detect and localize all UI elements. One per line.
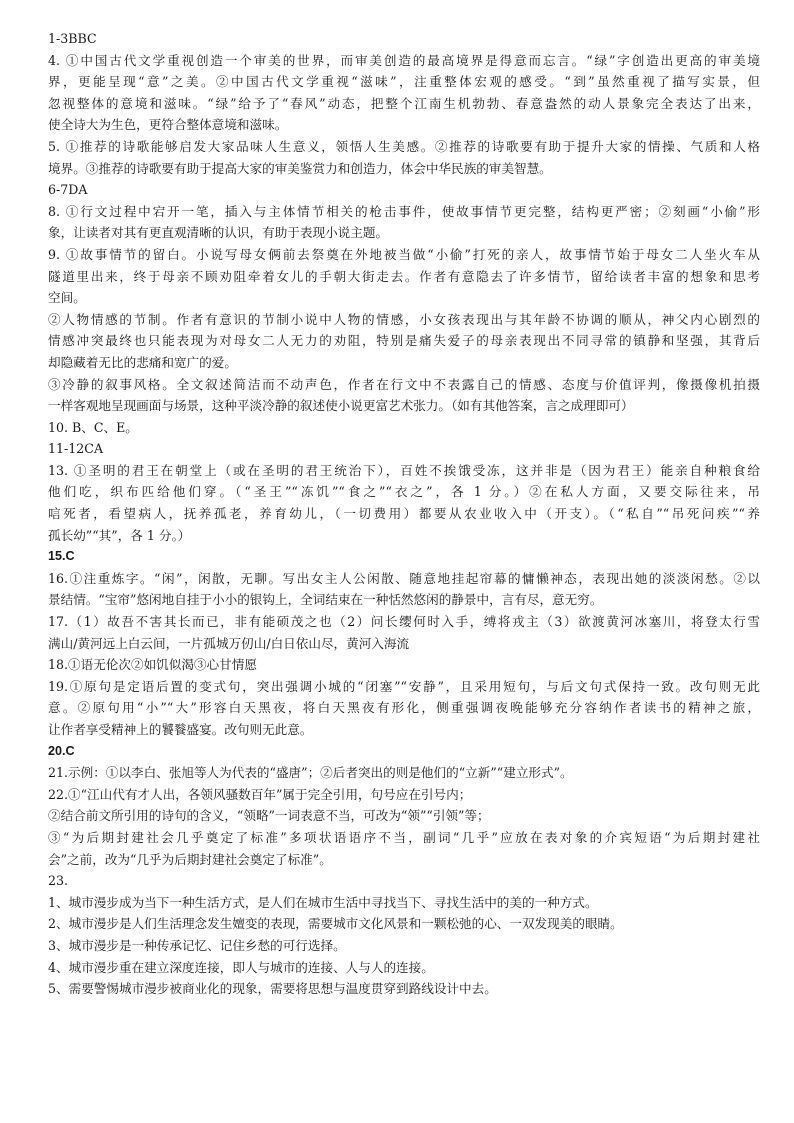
line-q23-point-3: 3、城市漫步是一种传承记忆、记住乡愁的可行选择。 bbox=[48, 937, 346, 953]
line-q23-point-1: 1、城市漫步成为当下一种生活方式，是人们在城市生活中寻找当下、寻找生活中的美的一种方式。 bbox=[48, 894, 598, 910]
line-q8-2: 象，让读者对其有更直观清晰的认识，有助于表现小说主题。 bbox=[48, 225, 389, 241]
line-q20: 20.C bbox=[48, 743, 75, 758]
line-q22-4: 会”之前，改为“几乎为后期封建社会奠定了标准”。 bbox=[48, 851, 332, 867]
line-q22-1: 22.①“江山代有才人出，各领风骚数百年”属于完全引用，句号应在引号内； bbox=[48, 786, 472, 802]
line-q18: 18.①语无伦次②如饥似渴③心甘情愿 bbox=[48, 657, 257, 673]
line-q9-8: 一样客观地呈现画面与场景，这种平淡冷静的叙述使小说更富艺术张力。（如有其他答案，言之成理即可） bbox=[48, 398, 634, 414]
line-q22-3: ③“为后期封建社会几乎奠定了标准”多项状语语序不当，副词“几乎”应放在表对象的介宾短语“为后期封建社 bbox=[48, 829, 760, 845]
line-q15: 15.C bbox=[48, 549, 75, 564]
line-q13-1: 13. ①圣明的君王在朝堂上（或在圣明的君王统治下），百姓不挨饿受冻，这并非是（因为君王）能亲自种粮食给 bbox=[48, 462, 760, 478]
line-q23-point-4: 4、城市漫步重在建立深度连接，即人与城市的连接、人与人的连接。 bbox=[48, 959, 434, 975]
line-q21: 21.示例：①以李白、张旭等人为代表的“盛唐”；②后者突出的则是他们的“立新”“建立形式”。 bbox=[48, 765, 573, 781]
line-q23-point-5: 5、需要警惕城市漫步被商业化的现象，需要将思想与温度贯穿到路线设计中去。 bbox=[48, 981, 497, 997]
line-q5-2: 境界。③推荐的诗歌要有助于提高大家的审美鉴赏力和创造力，体会中华民族的审美智慧。 bbox=[48, 160, 552, 176]
line-q9-1: 9. ①故事情节的留白。小说写母女俩前去祭奠在外地被当做“小偷”打死的亲人，故事情节始于母女二人坐火车从 bbox=[48, 246, 760, 262]
line-q9-2: 隧道里出来，终于母亲不顾劝阻牵着女儿的手朝大街走去。作者有意隐去了许多情节，留给读者丰富的想象和思考 bbox=[48, 268, 760, 284]
line-q10: 10. B、C、E。 bbox=[48, 419, 138, 435]
line-answers-11-12: 11-12CA bbox=[48, 441, 104, 457]
line-q19-3: 让作者享受精神上的饕餮盛宴。改句则无此意。 bbox=[48, 722, 313, 737]
line-q17-1: 17.（1）故吾不害其长而已，非有能硕茂之也（2）问长缨何时入手，缚将戎主（3）欲渡黄河冰塞川，将登太行雪 bbox=[48, 614, 760, 630]
line-q16-2: 景结情。“宝帘”悠闲地自挂于小小的银钩上，全词结束在一种恬然悠闲的静景中，言有尽，意无穷。 bbox=[48, 592, 603, 608]
line-q23-point-2: 2、城市漫步是人们生活理念发生嬗变的表现，需要城市文化风景和一颗松弛的心、一双发现美的眼睛。 bbox=[48, 916, 623, 932]
line-q13-2: 他们吃，织布匹给他们穿。（“圣王”“冻饥”“食之”“衣之”，各 1 分。）②在私人方面，又要交际往来，吊 bbox=[48, 484, 760, 500]
line-q17-2: 满山/黄河远上白云间，一片孤城万仞山/白日依山尽，黄河入海流 bbox=[48, 635, 410, 651]
line-q4-2: 界，更能呈现“意”之美。②中国古代文学重视“滋味”，注重整体宏观的感受。“到”虽然重视了描写实景，但 bbox=[48, 74, 760, 90]
line-q5-1: 5. ①推荐的诗歌能够启发大家品味人生意义，领悟人生美感。②推荐的诗歌要有助于提升大家的情操、气质和人格 bbox=[48, 138, 760, 154]
line-q9-5: 情感冲突最终也只能表现为对母女二人无力的劝阻，特别是痛失爱子的母亲表现出不同寻常的镇静和坚强，其背后 bbox=[48, 333, 760, 349]
line-answers-6-7: 6-7DA bbox=[48, 182, 88, 198]
line-q16-1: 16.①注重炼字。“闲”，闲散，无聊。写出女主人公闲散、随意地挂起帘幕的慵懒神态，表现出她的淡淡闲愁。②以 bbox=[48, 570, 760, 586]
line-q9-7: ③冷静的叙事风格。全文叙述简洁而不动声色，作者在行文中不表露自己的情感、态度与价值评判，像摄像机拍摄 bbox=[48, 376, 760, 392]
line-q9-4: ②人物情感的节制。作者有意识的节制小说中人物的情感，小女孩表现出与其年龄不协调的顺从，神父内心剧烈的 bbox=[48, 311, 760, 327]
line-answers-1-3: 1-3BBC bbox=[48, 31, 97, 46]
line-q4-3: 忽视整体的意境和滋味。“绿”给予了“春风”动态，把整个江南生机勃勃、春意盎然的动人景象完全表达了出来， bbox=[48, 95, 760, 111]
line-q9-6: 却隐藏着无比的悲痛和宽广的爱。 bbox=[48, 354, 237, 370]
line-q8-1: 8. ①行文过程中宕开一笔，插入与主体情节相关的枪击事件，使故事情节更完整，结构更严密；②刻画“小偷”形 bbox=[48, 203, 760, 219]
line-q19-2: 意。②原句用“小”“大”形容白天黑夜，将白天黑夜有形化，侧重强调夜晚能够充分容纳作者读书的精神之旅， bbox=[48, 700, 760, 716]
line-q23: 23. bbox=[48, 873, 69, 889]
line-q13-3: 唁死者，看望病人，抚养孤老，养育幼儿，（一切费用）都要从农业收入中（开支）。（“私自”“吊死问疾”“养 bbox=[48, 506, 760, 522]
line-q9-3: 空间。 bbox=[48, 290, 86, 306]
answer-document bbox=[48, 28, 760, 1000]
line-q13-4: 孤长幼”“其”，各 1 分。） bbox=[48, 527, 191, 543]
line-q22-2: ②结合前文所引用的诗句的含义，“领略”一词表意不当，可改为“领”“引领”等； bbox=[48, 808, 490, 824]
line-q4-4: 使全诗大为生色，更符合整体意境和滋味。 bbox=[48, 117, 288, 133]
line-q19-1: 19.①原句是定语后置的变式句，突出强调小城的“闭塞”“安静”，且采用短句，与后文句式保持一致。改句则无此 bbox=[48, 678, 760, 694]
line-q4-1: 4. ①中国古代文学重视创造一个审美的世界，而审美创造的最高境界是得意而忘言。“绿”字创造出更高的审美境 bbox=[48, 52, 760, 68]
